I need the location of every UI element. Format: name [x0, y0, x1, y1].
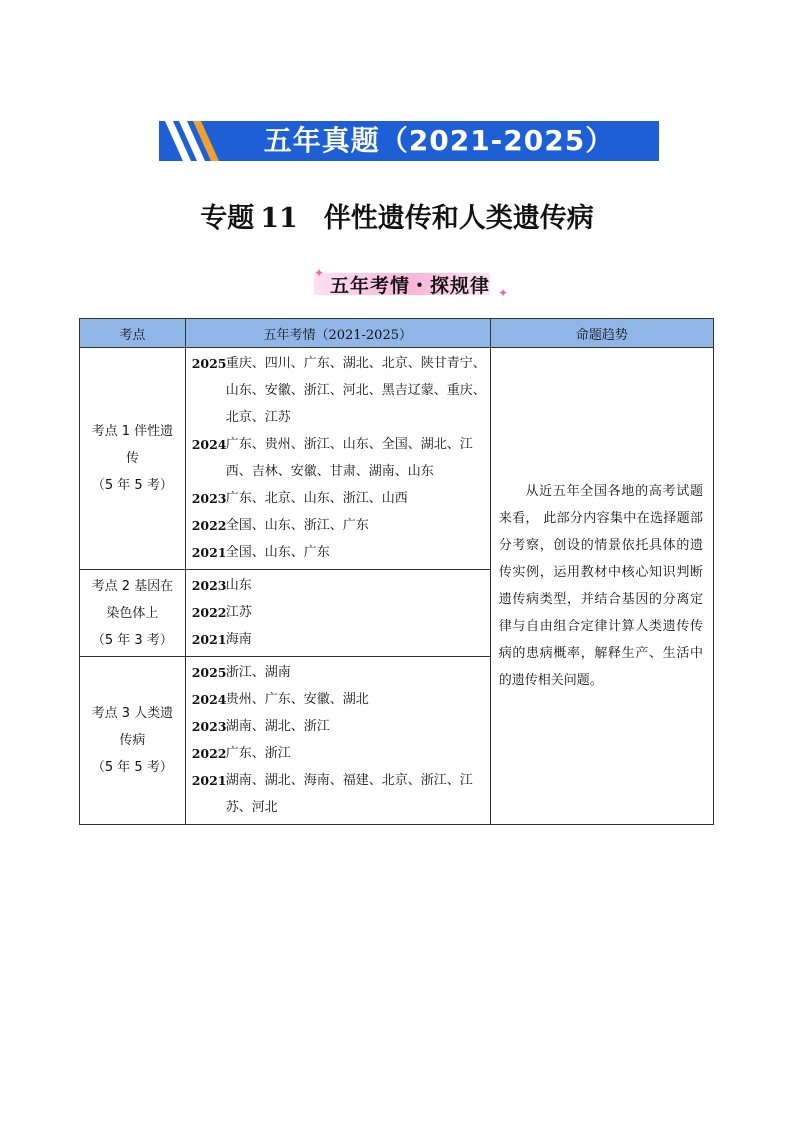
- year-line: 2024 广东、贵州、浙江、山东、全国、湖北、江西、吉林、安徽、甘肃、湖南、山东: [191, 437, 473, 479]
- trend-text: 从近五年全国各地的高考试题来看， 此部分内容集中在选择题部分考察，创设的情景依托具体的遗传实例，运用教材中核心知识判断遗传病类型，并结合基因的分离定律与自由组合定律计算人类遗传传病的患病概率，解释生产、生活中的遗传相关问题。: [498, 484, 703, 688]
- year-line: 2021 全国、山东、广东: [191, 545, 330, 560]
- sparkle-icon: ✦: [314, 266, 325, 280]
- subject-title: [0, 196, 794, 235]
- year-line: 2022 全国、山东、浙江、广东: [191, 518, 369, 533]
- table-row: [80, 348, 714, 570]
- title-banner: [159, 121, 659, 161]
- subject-name: 伴性遗传和人类遗传病: [323, 203, 594, 234]
- year-line: 2025 重庆、四川、广东、湖北、北京、陕甘青宁、山东、安徽、浙江、河北、黑吉辽蒙、重庆、北京、江苏: [191, 356, 486, 425]
- table-header-row: [80, 319, 714, 348]
- header-point: 考点: [80, 319, 186, 348]
- banner-title: 五年真题（2021-2025）: [263, 124, 615, 157]
- sparkle-icon: ✦: [498, 286, 509, 300]
- years-cell: [185, 657, 490, 825]
- exam-analysis-table: [79, 318, 714, 825]
- year-line: 2025 浙江、湖南: [191, 665, 291, 680]
- year-line: 2023 广东、北京、山东、浙江、山西: [191, 491, 408, 506]
- years-cell: [185, 348, 490, 570]
- point-cell: 考点 3 人类遗 传病 （5 年 5 考）: [80, 657, 186, 825]
- header-years: 五年考情（2021-2025）: [185, 319, 490, 348]
- year-line: 2021 湖南、湖北、海南、福建、北京、浙江、江苏、河北: [191, 773, 473, 815]
- trend-cell: [490, 348, 713, 825]
- section-tag-label: 五年考情・探规律: [329, 275, 490, 297]
- year-line: 2023 湖南、湖北、浙江: [191, 719, 330, 734]
- point-cell: 考点 2 基因在 染色体上 （5 年 3 考）: [80, 570, 186, 657]
- year-line: 2023 山东: [191, 578, 252, 593]
- subject-prefix: 专题: [200, 203, 255, 234]
- subject-number: 11: [260, 203, 298, 234]
- section-tag: [300, 265, 520, 301]
- point-cell: 考点 1 伴性遗 传 （5 年 5 考）: [80, 348, 186, 570]
- year-line: 2022 江苏: [191, 605, 252, 620]
- year-line: 2024 贵州、广东、安徽、湖北: [191, 692, 369, 707]
- header-trend: 命题趋势: [490, 319, 713, 348]
- years-cell: [185, 570, 490, 657]
- year-line: 2021 海南: [191, 632, 252, 647]
- year-line: 2022 广东、浙江: [191, 746, 291, 761]
